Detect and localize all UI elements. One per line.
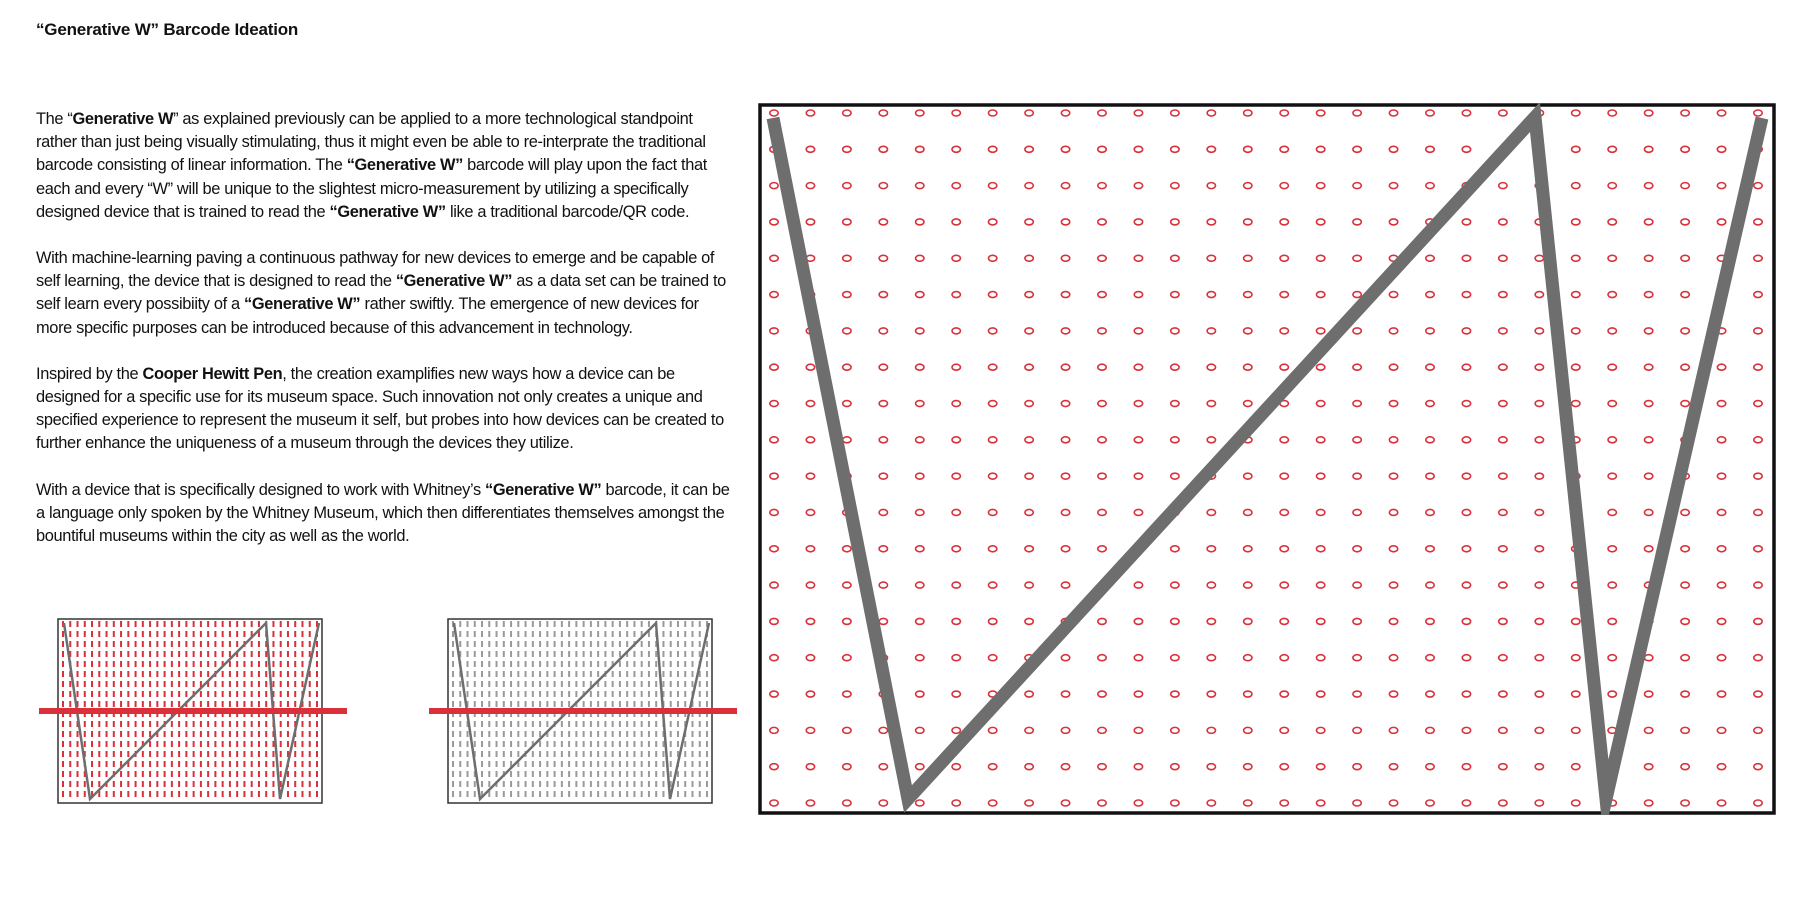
paragraph-1: The “Generative W” as explained previously can be applied to a more technological standpoint rather than just being visually stimulating, thus it might even be able to re-interprate the traditional barcode consisting of linear information. The “Generative W” barcode will play upon the fact that each and every “W” will be unique to the slightest micro-measurement by utilizing a specifically designed device that is trained to read the “Generative W” like a traditional barcode/QR code.: [36, 110, 707, 221]
grey-dashed-barcode-with-w-icon: [428, 617, 738, 805]
body-text: [36, 108, 736, 571]
grey-barcode-figure: [428, 617, 738, 805]
w-over-red-circle-grid-icon: [758, 103, 1776, 815]
red-barcode-figure: [38, 617, 348, 805]
red-dashed-barcode-with-w-icon: [38, 617, 348, 805]
paragraph-2: With machine-learning paving a continuous pathway for new devices to emerge and be capable of self learning, the device that is designed to read the “Generative W” as a data set can be trained to self learn every possibiity of a “Generative W” rather swiftly. The emergence of new devices for more specific purposes can be introduced because of this advancement in technology.: [36, 249, 726, 337]
page-title: “Generative W” Barcode Ideation: [36, 20, 299, 39]
paragraph-4: With a device that is specifically designed to work with Whitney’s “Generative W” barcode, it can be a language only spoken by the Whitney Museum, which then differentiates themselves amongst the bountiful museums within the city as well as the world.: [36, 480, 730, 546]
main-w-figure: [758, 103, 1776, 815]
paragraph-3: Inspired by the Cooper Hewitt Pen, the creation examplifies new ways how a device can be designed for a specific use for its museum space. Such innovation not only creates a unique and specified experience to represent the museum it self, but probes into how devices can be created to further enhance the uniqueness of a museum through the devices they utilize.: [36, 364, 724, 453]
